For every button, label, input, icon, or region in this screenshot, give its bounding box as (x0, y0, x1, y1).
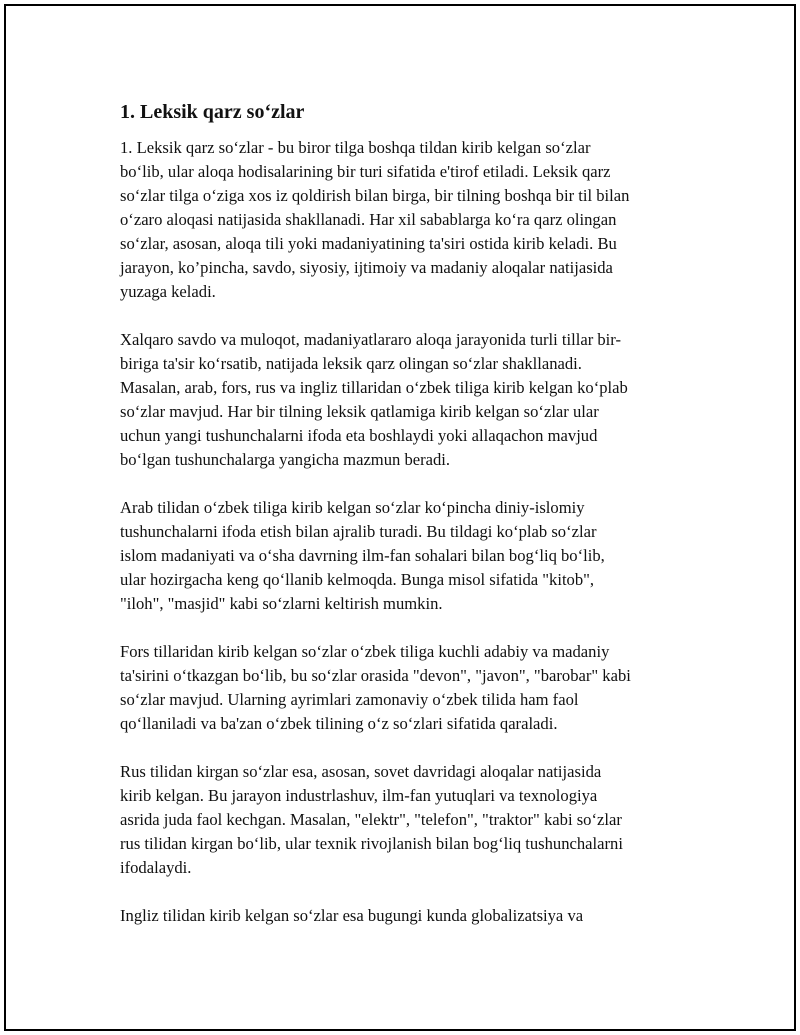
paragraph-english-loanwords: Ingliz tilidan kirib kelgan so‘zlar esa bugungi kunda globalizatsiya va (120, 906, 584, 925)
section-heading: 1. Leksik qarz so‘zlar (120, 101, 305, 123)
paragraph-international-contact: Xalqaro savdo va muloqot, madaniyatlararo aloqa jarayonida turli tillar bir- biriga ta'sir ko‘rsatib, natijada leksik qarz olingan so‘zlar shakllanadi. Masalan, arab, fors, rus va ingliz tillaridan o‘zbek tiliga kirib kelgan ko‘plab so‘zlar mavjud. Har bir tilning leksik qatlamiga kirib kelgan so‘zlar ular uchun yangi tushunchalarni ifoda eta boshlaydi yoki allaqachon mavjud bo‘lgan tushunchalarga yangicha mazmun beradi. (120, 330, 628, 469)
paragraph-definition: 1. Leksik qarz so‘zlar - bu biror tilga boshqa tildan kirib kelgan so‘zlar bo‘lib, ular aloqa hodisalarining bir turi sifatida e'tirof etiladi. Leksik qarz so‘zlar tilga o‘ziga xos iz qoldirish bilan birga, bir tilning boshqa bir til bilan o‘zaro aloqasi natijasida shakllanadi. Har xil sabablarga ko‘ra qarz olingan so‘zlar, asosan, aloqa tili yoki madaniyatining ta'siri ostida kirib keladi. Bu jarayon, ko’pincha, savdo, siyosiy, ijtimoiy va madaniy aloqalar natijasida yuzaga keladi. (120, 138, 630, 301)
page-frame (4, 4, 796, 1031)
paragraph-arabic-loanwords: Arab tilidan o‘zbek tiliga kirib kelgan so‘zlar ko‘pincha diniy-islomiy tushunchalarni ifoda etish bilan ajralib turadi. Bu tildagi ko‘plab so‘zlar islom madaniyati va o‘sha davrning ilm-fan sohalari bilan bog‘liq bo‘lib, ular hozirgacha keng qo‘llanib kelmoqda. Bunga misol sifatida "kitob", "iloh", "masjid" kabi so‘zlarni keltirish mumkin. (120, 498, 605, 613)
document-body (120, 98, 700, 952)
paragraph-russian-loanwords: Rus tilidan kirgan so‘zlar esa, asosan, sovet davridagi aloqalar natijasida kirib kelgan. Bu jarayon industrlashuv, ilm-fan yutuqlari va texnologiya asrida juda faol kechgan. Masalan, "elektr", "telefon", "traktor" kabi so‘zlar rus tilidan kirgan bo‘lib, ular texnik rivojlanish bilan bog‘liq tushunchalarni ifodalaydi. (120, 762, 623, 877)
paragraph-persian-loanwords: Fors tillaridan kirib kelgan so‘zlar o‘zbek tiliga kuchli adabiy va madaniy ta'sirini o‘tkazgan bo‘lib, bu so‘zlar orasida "devon", "javon", "barobar" kabi so‘zlar mavjud. Ularning ayrimlari zamonaviy o‘zbek tilida ham faol qo‘llaniladi va ba'zan o‘zbek tilining o‘z so‘zlari sifatida qaraladi. (120, 642, 631, 733)
